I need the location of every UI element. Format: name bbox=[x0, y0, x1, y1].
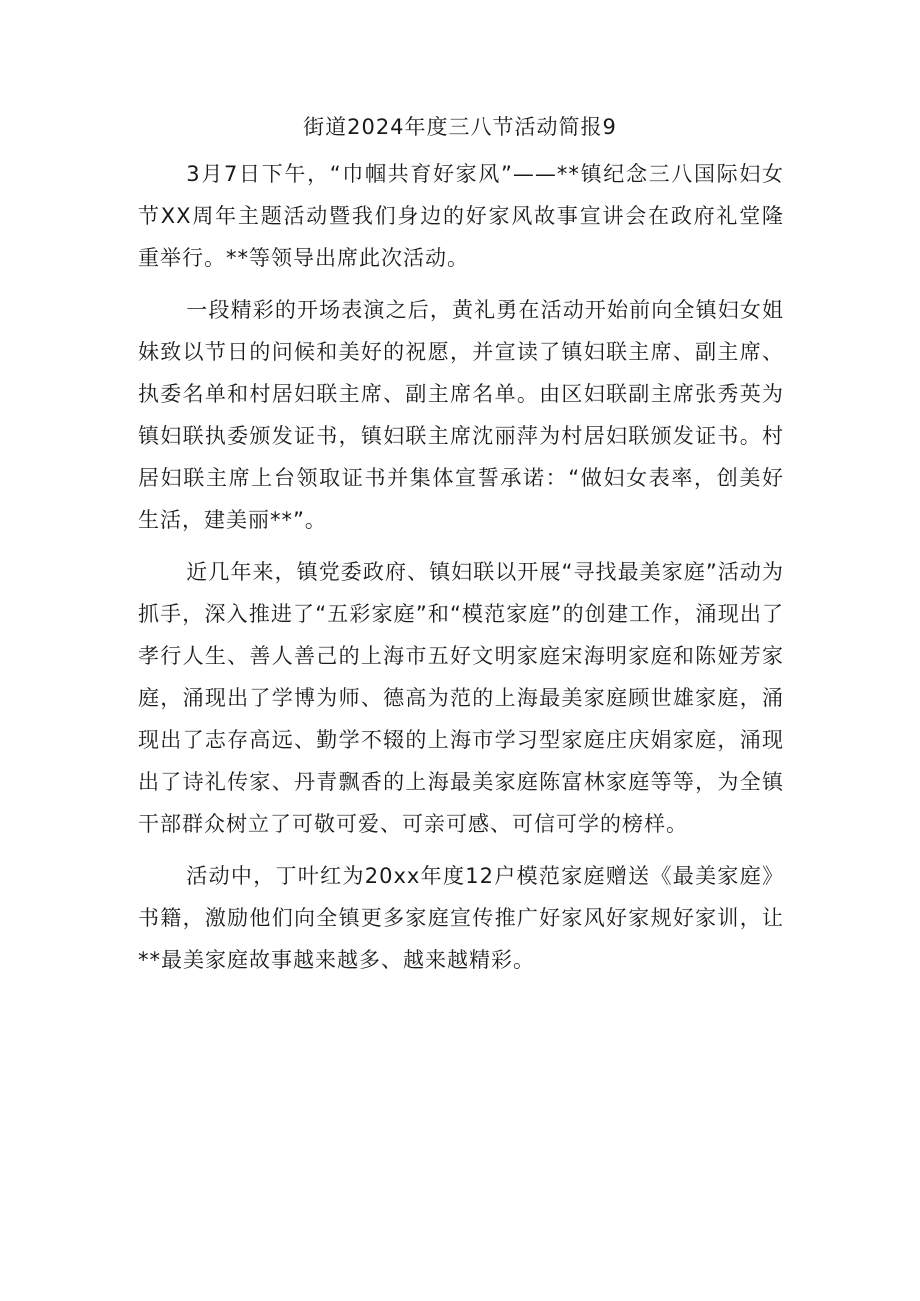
paragraph-1: 3月7日下午，“巾帼共育好家风”——**镇纪念三八国际妇女节XX周年主题活动暨我们身边的好家风故事宣讲会在政府礼堂隆重举行。**等领导出席此次活动。 bbox=[138, 162, 784, 270]
paragraph-3: 近几年来，镇党委政府、镇妇联以开展“寻找最美家庭”活动为抓手，深入推进了“五彩家庭”和“模范家庭”的创建工作，涌现出了孝行人生、善人善己的上海市五好文明家庭宋海明家庭和陈娅芳家庭，涌现出了学博为师、德高为范的上海最美家庭顾世雄家庭，涌现出了志存高远、勤学不辍的上海市学习型家庭庄庆娟家庭，涌现出了诗礼传家、丹青飘香的上海最美家庭陈富林家庭等等，为全镇干部群众树立了可敬可爱、可亲可感、可信可学的榜样。 bbox=[138, 560, 784, 836]
document-body bbox=[138, 153, 784, 991]
paragraph-4: 活动中，丁叶红为20xx年度12户模范家庭赠送《最美家庭》书籍，激励他们向全镇更多家庭宣传推广好家风好家规好家训，让**最美家庭故事越来越多、越来越精彩。 bbox=[138, 864, 784, 972]
paragraph-2: 一段精彩的开场表演之后，黄礼勇在活动开始前向全镇妇女姐妹致以节日的问候和美好的祝愿，并宣读了镇妇联主席、副主席、执委名单和村居妇联主席、副主席名单。由区妇联副主席张秀英为镇妇联执委颁发证书，镇妇联主席沈丽萍为村居妇联颁发证书。村居妇联主席上台领取证书并集体宣誓承诺：“做妇女表率，创美好生活，建美丽**”。 bbox=[138, 298, 784, 532]
document-title: 街道2024年度三八节活动简报9 bbox=[303, 115, 617, 139]
